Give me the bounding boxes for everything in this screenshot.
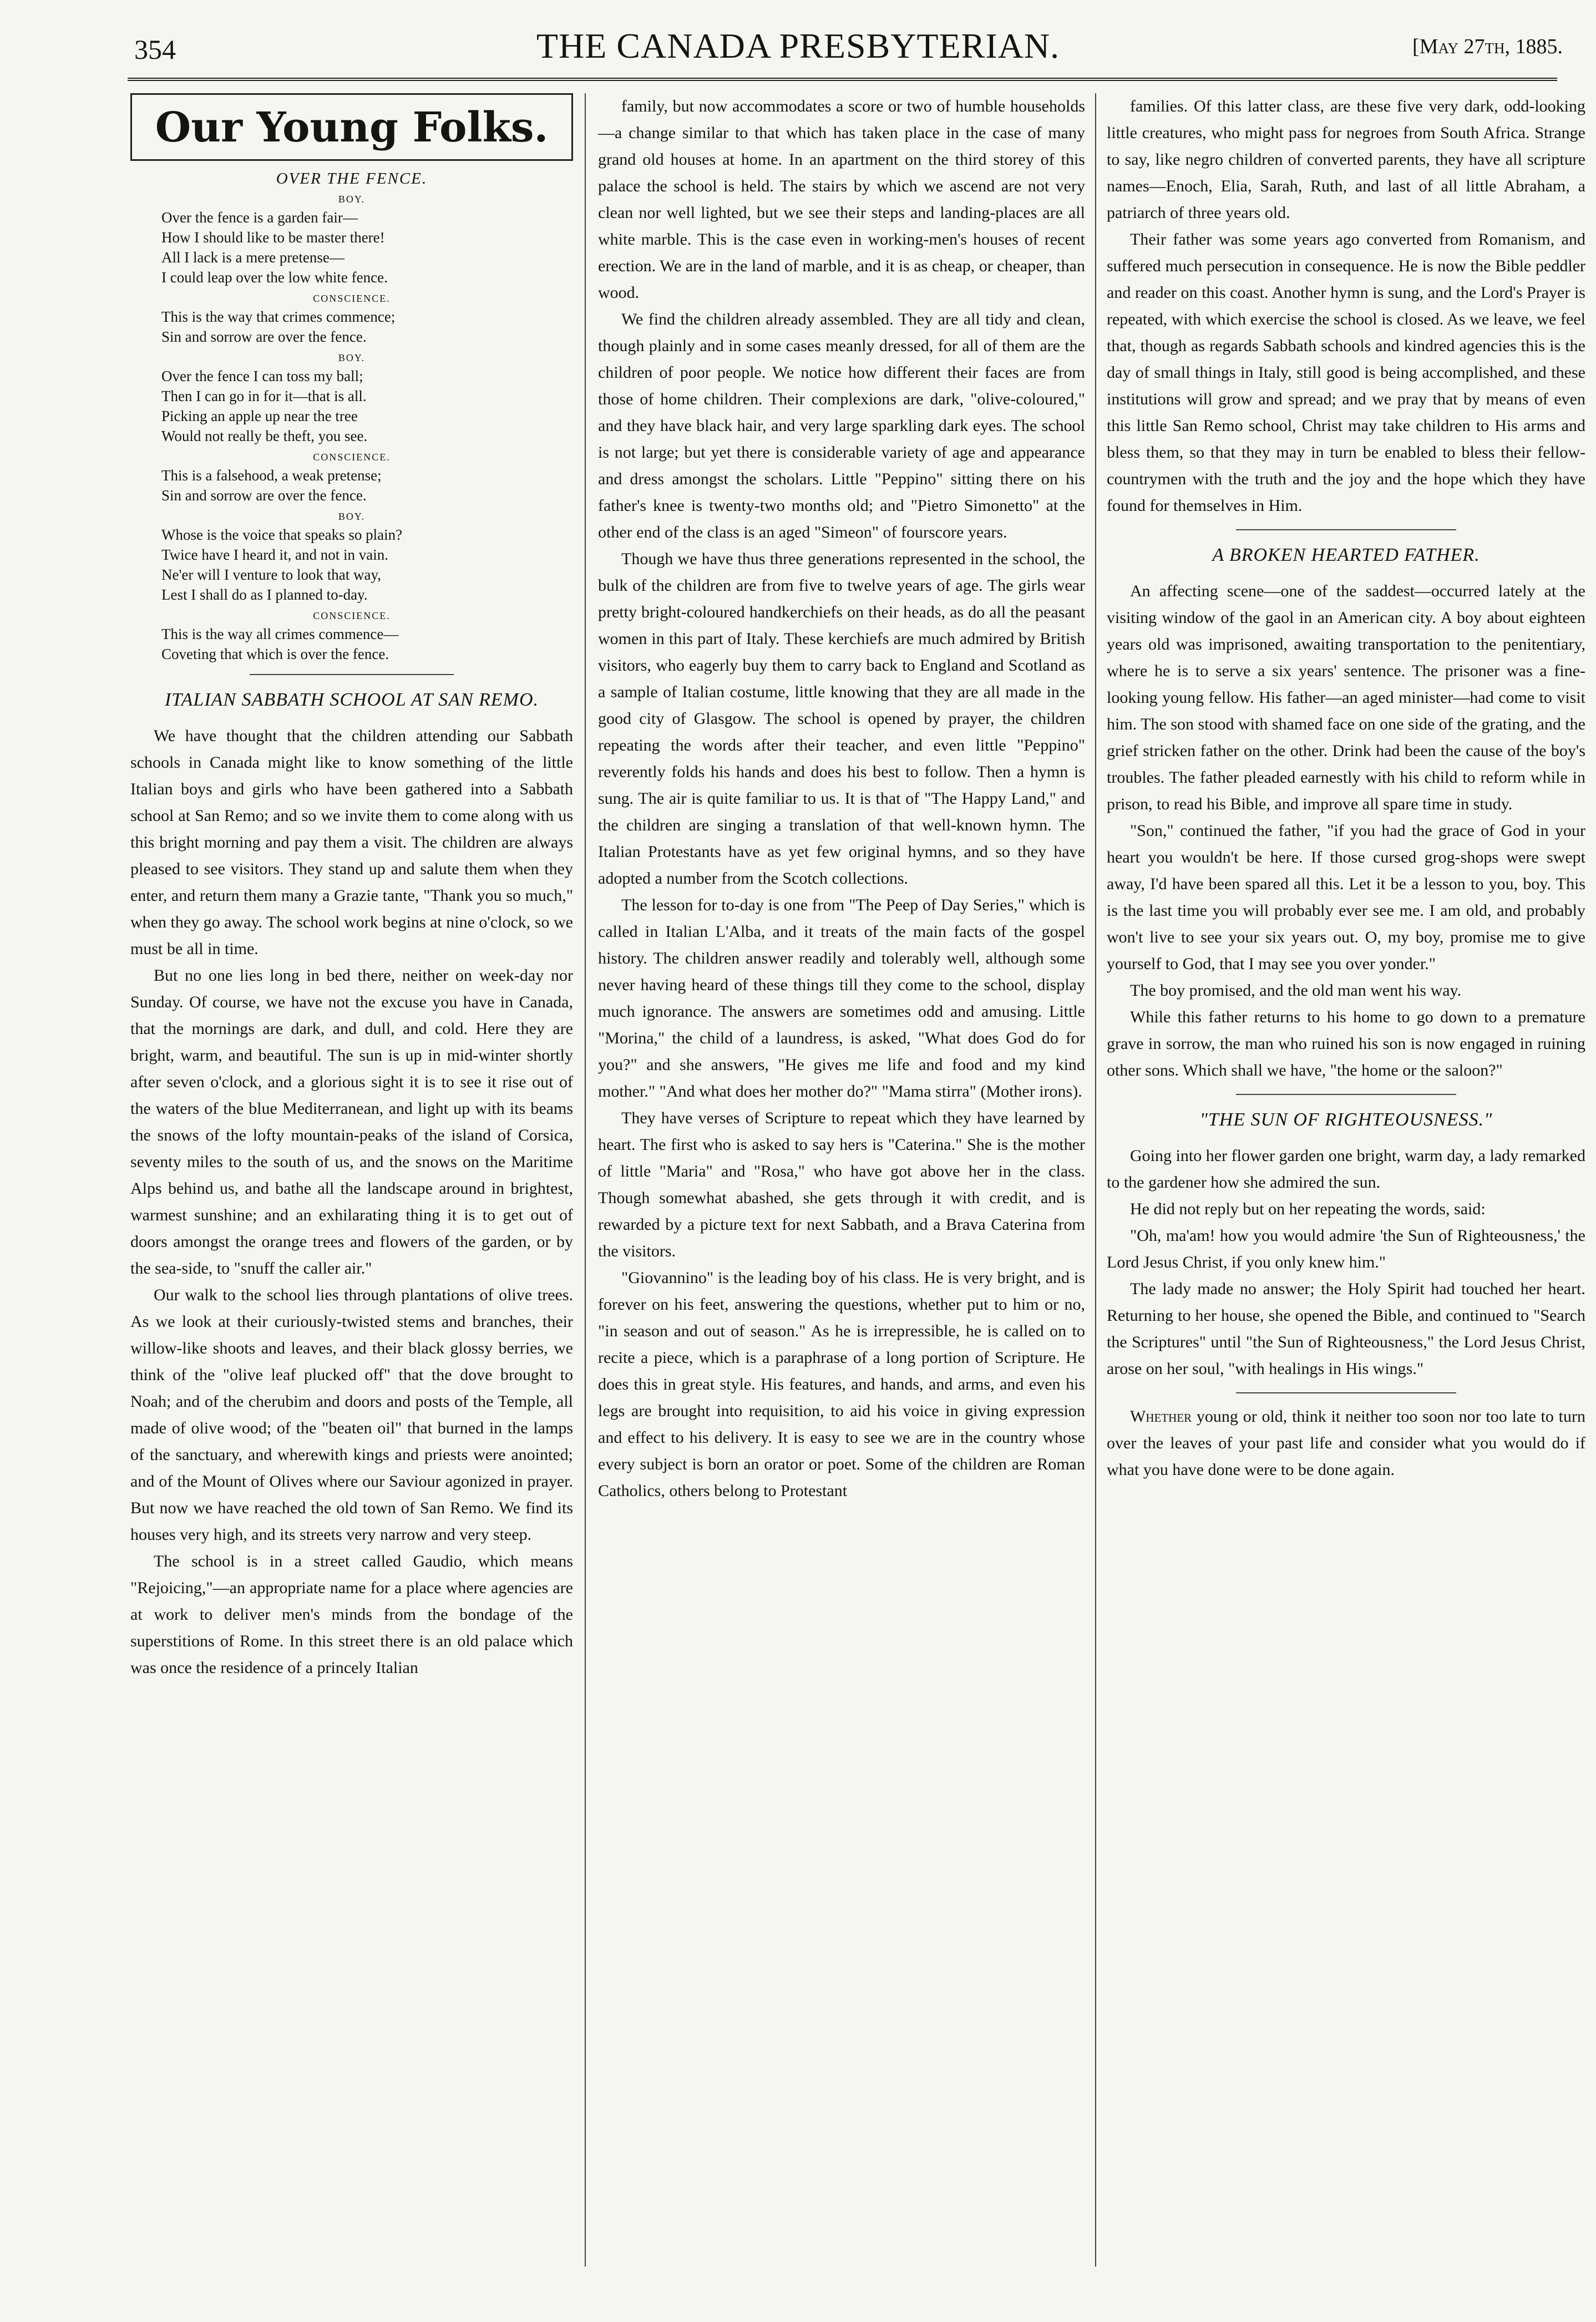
poem-speaker: CONSCIENCE. [313, 610, 391, 621]
paragraph: "Giovannino" is the leading boy of his class. He is very bright, and is forever on his feet, answering the questions, whether put to him or no, "in season and out of season." As he is irrepressible, he is called on to recite a piece, which is a paraphrase of a long portion of Scripture. He does this in great style. His features, and hands, and arms, and even his legs are brought into requisition, to aid his voice in giving expression and effect to his delivery. It is easy to see we are in the country whose every subject is born an orator or poet. Some of the children are Roman Catholics, others belong to Protestant [598, 1269, 1085, 1500]
article-title: A BROKEN HEARTED FATHER. [1212, 545, 1480, 565]
article-body [1107, 93, 1585, 519]
issue-date: [May 27th, 1885. [1412, 35, 1563, 58]
column-2 [598, 93, 1085, 2269]
paragraph: He did not reply but on her repeating the words, said: [1130, 1200, 1486, 1218]
article-body [1107, 1143, 1585, 1382]
paragraph: Going into her flower garden one bright, warm day, a lady remarked to the gardener how she admired the sun. [1107, 1147, 1585, 1192]
poem-speaker: CONSCIENCE. [313, 452, 391, 463]
poem-line: This is the way that crimes commence; [161, 308, 396, 325]
article-title: ITALIAN SABBATH SCHOOL AT SAN REMO. [164, 689, 539, 710]
poem-line: Lest I shall do as I planned to-day. [161, 586, 368, 603]
poem-line: Ne'er will I venture to look that way, [161, 566, 381, 583]
paragraph: The lesson for to-day is one from "The Peep of Day Series," which is called in Italian L'Alba, and it treats of the main facts of the gospel history. The children answer readily and tolerably well, although some never having heard of these things till they come to the school, display much ignorance. The answers are sometimes odd and amusing. Little "Morina," the child of a laundress, is asked, "What does God do for you?" and she answers, "He gives me life and food and my kind mother." "And what does her mother do?" "Mama stirra" (Mother irons). [598, 896, 1085, 1101]
paragraph: They have verses of Scripture to repeat which they have learned by heart. The first who is asked to say hers is "Caterina." She is the mother of little "Maria" and "Rosa," who have got above her in the class. Though somewhat abashed, she gets through it with credit, and is rewarded by a picture text for next Sabbath, and a Brava Caterina from the visitors. [598, 1109, 1085, 1260]
poem-line: This is the way all crimes commence— [161, 626, 399, 642]
paragraph: But no one lies long in bed there, neither on week-day nor Sunday. Of course, we have not the excuse you have in Canada, that the mornings are dark, and dull, and cold. Here they are bright, warm, and beautiful. The sun is up in mid-winter shortly after seven o'clock, and a glorious sight it is to see it rise out of the waters of the blue Mediterranean, and light up with its beams the snows of the lofty mountain-peaks of the island of Corsica, seventy miles to the south of us, and the snows on the Maritime Alps behind us, and bathe all the landscape around in brightest, warmest sunshine; and an exhilarating thing it is to get out of doors amongst the orange trees and flowers of the garden, or by the sea-side, to "snuff the caller air." [130, 966, 573, 1277]
poem-line: Over the fence I can toss my ball; [161, 368, 363, 384]
closing-text: young or old, think it neither too soon nor too late to turn over the leaves of your past life and consider what you would do if what you have done were to be done again. [1107, 1407, 1585, 1479]
paragraph: family, but now accommodates a score or two of humble households—a change similar to that which has taken place in the case of many grand old houses at home. In an apartment on the third storey of this palace the school is held. The stairs by which we ascend are not very clean nor well lighted, but we see their steps and landing-places are all white marble. This is the case even in working-men's houses of recent erection. We are in the land of marble, and it is as cheap, or cheaper, than wood. [598, 97, 1085, 302]
closing-lead: Whether [1130, 1407, 1192, 1426]
column-divider [1095, 93, 1096, 2267]
closing-note [1107, 1403, 1585, 1483]
paragraph: Their father was some years ago converted from Romanism, and suffered much persecution in consequence. He is now the Bible peddler and reader on this coast. Another hymn is sung, and the Lord's Prayer is repeated, with which exercise the school is closed. As we leave, we feel that, though as regards Sabbath schools and kindred agencies this is the day of small things in Italy, still good is being accomplished, and these institutions will grow and spread; and we pray that by means of even this little San Remo school, Christ may take children to His arms and bless them, so that they may in turn be enabled to bless their fellow-countrymen with the truth and the joy and the hope which they have found for themselves in Him. [1107, 230, 1585, 515]
article-title: "THE SUN OF RIGHTEOUSNESS." [1199, 1109, 1493, 1130]
poem-line: I could leap over the low white fence. [161, 269, 388, 286]
paragraph: We have thought that the children attending our Sabbath schools in Canada might like to know something of the little Italian boys and girls who have been gathered into a Sabbath school at San Remo; and so we invite them to come along with us this bright morning and pay them a visit. The children are always pleased to see visitors. They stand up and salute them when they enter, and return them many a Grazie tante, "Thank you so much," when they go away. The school work begins at nine o'clock, so we must be all in time. [130, 727, 573, 958]
section-banner: Our Young Folks. [130, 93, 573, 161]
poem-line: Picking an apple up near the tree [161, 408, 358, 424]
poem-line: How I should like to be master there! [161, 229, 385, 246]
page-number: 354 [134, 34, 176, 65]
poem-line: Coveting that which is over the fence. [161, 646, 389, 662]
header-rule [128, 78, 1557, 81]
paragraph: An affecting scene—one of the saddest—occurred lately at the visiting window of the gaol in an American city. A boy about eighteen years old was imprisoned, awaiting transportation to the penitentiary, where he is to serve a six years' sentence. The prisoner was a fine-looking young fellow. His father—an aged minister—had come to visit him. The son stood with shamed face on one side of the grating, and the grief stricken father on the other. Drink had been the cause of the boy's troubles. The father pleaded earnestly with his child to reform while in prison, to read his Bible, and improve all spare time in study. [1107, 582, 1585, 813]
article-body [1107, 578, 1585, 1084]
poem-speaker: BOY. [338, 511, 366, 522]
column-3 [1107, 93, 1585, 2269]
divider [250, 674, 453, 675]
poem-line: This is a falsehood, a weak pretense; [161, 467, 382, 484]
poem-speaker: BOY. [338, 352, 366, 363]
paragraph: Though we have thus three generations represented in the school, the bulk of the children are from five to twelve years of age. The girls wear pretty bright-coloured handkerchiefs on their heads, as do all the peasant women in this part of Italy. These kerchiefs are much admired by British visitors, who eagerly buy them to carry back to England and Scotland as a sample of Italian costume, little knowing that they are all made in the good city of Glasgow. The school is opened by prayer, the children repeating the words after their teacher, and even little "Peppino" reverently folds his hands and does his best to follow. Then a hymn is sung. The air is quite familiar to us. It is that of "The Happy Land," and the children are singing a translation of that well-known hymn. The Italian Protestants have as yet few original hymns, and so they have adopted a number from the Scotch collections. [598, 550, 1085, 888]
poem-title: OVER THE FENCE. [276, 170, 428, 187]
paragraph: The lady made no answer; the Holy Spirit had touched her heart. Returning to her house, she opened the Bible, and continued to "Search the Scriptures" until "the Sun of Righteousness," the Lord Jesus Christ, arose on her soul, "with healings in His wings." [1107, 1280, 1585, 1378]
paragraph: families. Of this latter class, are these five very dark, odd-looking little creatures, who might pass for negroes from South Africa. Strange to say, like negro children of converted parents, they have all scripture names—Enoch, Elia, Sarah, Ruth, and last of all little Abraham, a patriarch of three years old. [1107, 97, 1585, 222]
paragraph: Our walk to the school lies through plantations of olive trees. As we look at their curiously-twisted stems and branches, their willow-like shoots and leaves, and their black glossy berries, we think of the "olive leaf plucked off" that the dove brought to Noah; and of the cherubim and doors and posts of the Temple, all made of olive wood; of the "beaten oil" that burned in the lamps of the sanctuary, and wherewith kings and priests were anointed; and of the Mount of Olives where our Saviour agonized in prayer. But now we have reached the old town of San Remo. We find its houses very high, and its streets very narrow and very steep. [130, 1286, 573, 1544]
poem-line: Sin and sorrow are over the fence. [161, 328, 367, 345]
poem-line: Would not really be theft, you see. [161, 428, 368, 444]
poem-line: Whose is the voice that speaks so plain? [161, 526, 403, 543]
paragraph: "Son," continued the father, "if you had the grace of God in your heart you wouldn't be here. If those cursed grog-shops were swept away, I'd have been spared all this. Let it be a lesson to you, boy. This is the last time you will probably ever see me. I am old, and probably won't live to see your six years out. O, my boy, promise me to give yourself to God, that I may see you over yonder." [1107, 822, 1585, 973]
divider [1236, 1094, 1456, 1095]
column-1 [130, 93, 573, 2269]
publication-title: THE CANADA PRESBYTERIAN. [536, 26, 1060, 65]
column-divider [585, 93, 586, 2267]
poem-line: Then I can go in for it—that is all. [161, 388, 367, 404]
paragraph: "Oh, ma'am! how you would admire 'the Sun of Righteousness,' the Lord Jesus Christ, if you only knew him." [1107, 1226, 1585, 1271]
article-body [130, 723, 573, 1681]
poem-speaker: BOY. [338, 194, 366, 205]
poem-speaker: CONSCIENCE. [313, 293, 391, 304]
divider [1236, 529, 1456, 530]
poem-line: All I lack is a mere pretense— [161, 249, 344, 266]
paragraph: The school is in a street called Gaudio, which means "Rejoicing,"—an appropriate name for a place where agencies are at work to deliver men's minds from the bondage of the superstitions of Rome. In this street there is an old palace which was once the residence of a princely Italian [130, 1552, 573, 1677]
poem [130, 194, 573, 664]
divider [1236, 1392, 1456, 1393]
paragraph: While this father returns to his home to go down to a premature grave in sorrow, the man who ruined his son is now engaged in ruining other sons. Which shall we have, "the home or the saloon?" [1107, 1008, 1585, 1079]
article-body [598, 93, 1085, 1504]
poem-line: Sin and sorrow are over the fence. [161, 487, 367, 504]
paragraph: The boy promised, and the old man went his way. [1130, 981, 1462, 1000]
poem-line: Twice have I heard it, and not in vain. [161, 546, 388, 563]
poem-line: Over the fence is a garden fair— [161, 209, 358, 226]
paragraph: We find the children already assembled. They are all tidy and clean, though plainly and in some cases meanly dressed, for all of them are the children of poor people. We notice how different their faces are from those of home children. Their complexions are dark, "olive-coloured," and they have black hair, and very large sparkling dark eyes. The school is not large; but yet there is considerable variety of age and appearance and dress amongst the scholars. Little "Peppino" sitting there on his father's knee is twenty-two months old; and "Pietro Simonetto" at the other end of the class is an aged "Simeon" of fourscore years. [598, 310, 1085, 541]
page-header [0, 0, 1596, 65]
